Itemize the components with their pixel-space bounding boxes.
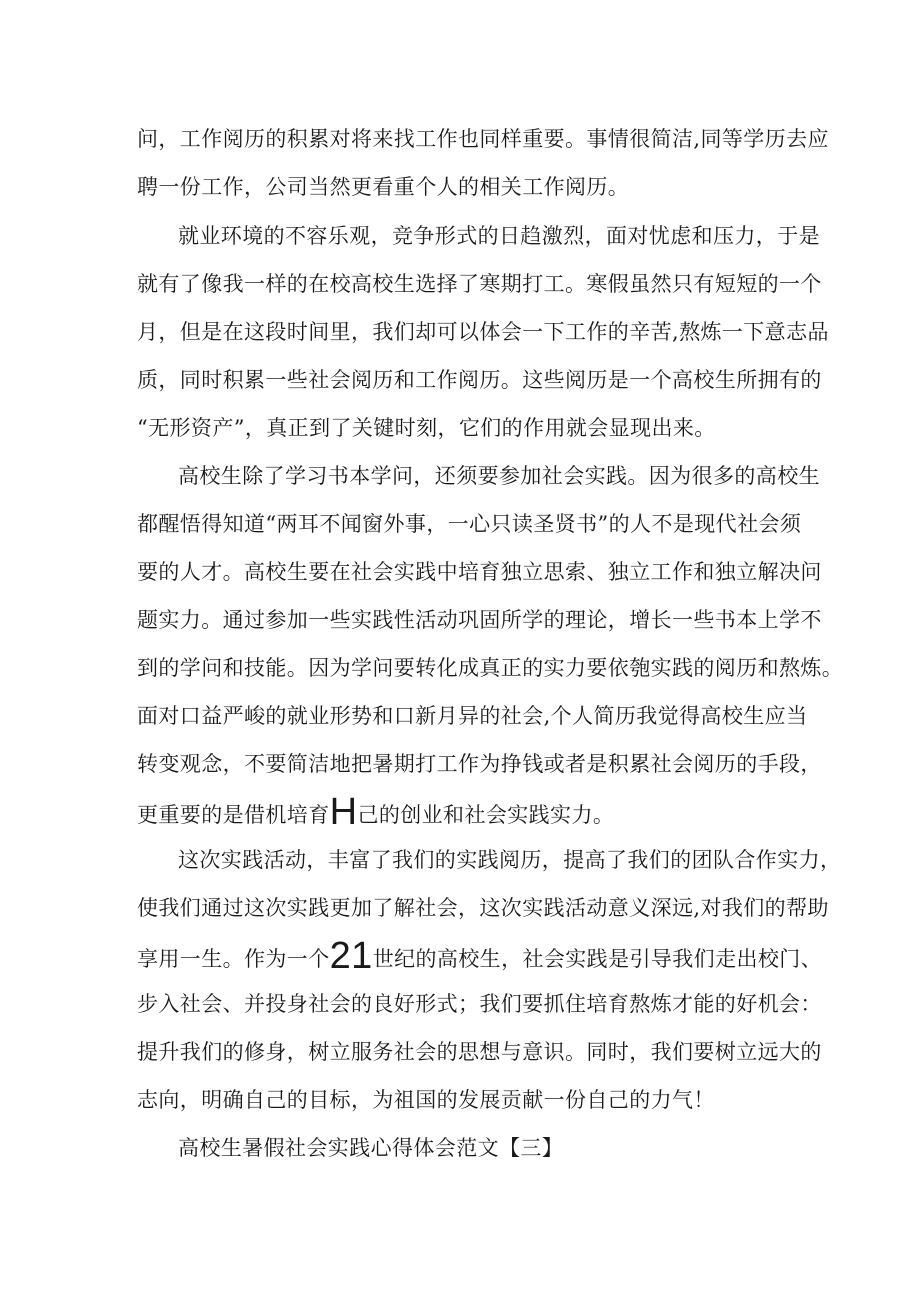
text-line: 步入社会、并投身社会的良好形式；我们要抓住培育熬炼才能的好机会： [137, 992, 822, 1016]
text-line: 转变观念，不要简洁地把暑期打工作为挣钱或者是积累社会阅历的手段， [137, 752, 822, 776]
text-line: 聘一份工作，公司当然更看重个人的相关工作阅历。 [137, 175, 630, 199]
text-line: 要的人才。高校生要在社会实践中培育独立思索、独立工作和独立解决问 [137, 560, 822, 584]
text-line: 就有了像我一样的在校高校生选择了寒期打工。寒假虽然只有短短的一个 [137, 272, 822, 296]
text-line: 使我们通过这次实践更加了解社会，这次实践活动意义深远,对我们的帮助 [137, 896, 829, 920]
text-line: 这次实践活动，丰富了我们的实践阅历，提高了我们的团队合作实力， [178, 848, 842, 872]
large-glyph: 21 [329, 935, 373, 977]
text-line: 到的学问和技能。因为学问要转化成真正的实力要依匏实践的阅历和熬炼。 [137, 656, 844, 680]
text-segment: 世纪的高校生，社会实践是引导我们走出校门、 [372, 947, 823, 971]
text-line: 题实力。通过参加一些实践性活动巩固所学的理论，增长一些书本上学不 [137, 608, 822, 632]
text-line-mixed [137, 791, 615, 833]
text-segment: 己的创业和社会实践实力。 [357, 803, 615, 827]
text-segment: 更重要的是借机培育 [137, 803, 330, 827]
text-line: 面对口益严峻的就业形势和口新月异的社会,个人简历我觉得高校生应当 [137, 704, 808, 728]
text-line-mixed [137, 935, 823, 977]
text-line: 志向，明确自己的目标，为祖国的发展贡献一份自己的力气！ [137, 1088, 715, 1112]
section-heading: 高校生暑假社会实践心得体会范文【三】 [178, 1136, 564, 1160]
text-line: “无形资产”，真正到了关键时刻，它们的作用就会显现出来。 [137, 416, 716, 440]
text-line: 月，但是在这段时间里，我们却可以体会一下工作的辛苦,熬炼一下意志品 [137, 320, 829, 344]
text-line: 质，同时积累一些社会阅历和工作阅历。这些阅历是一个高校生所拥有的 [137, 368, 822, 392]
large-glyph: H [329, 791, 358, 833]
text-line: 都醒悟得知道“两耳不闻窗外事，一心只读圣贤书”的人不是现代社会须 [137, 512, 802, 536]
text-line: 高校生除了学习书本学问，还须要参加社会实践。因为很多的高校生 [178, 464, 820, 488]
text-line: 提升我们的修身，树立服务社会的思想与意识。同时，我们要树立远大的 [137, 1040, 822, 1064]
text-line: 就业环境的不容乐观，竞争形式的日趋激烈，面对忧虑和压力，于是 [178, 224, 820, 248]
text-line: 问，工作阅历的积累对将来找工作也同样重要。事情很简洁,同等学历去应 [137, 127, 829, 151]
text-segment: 享用一生。作为一个 [137, 947, 330, 971]
